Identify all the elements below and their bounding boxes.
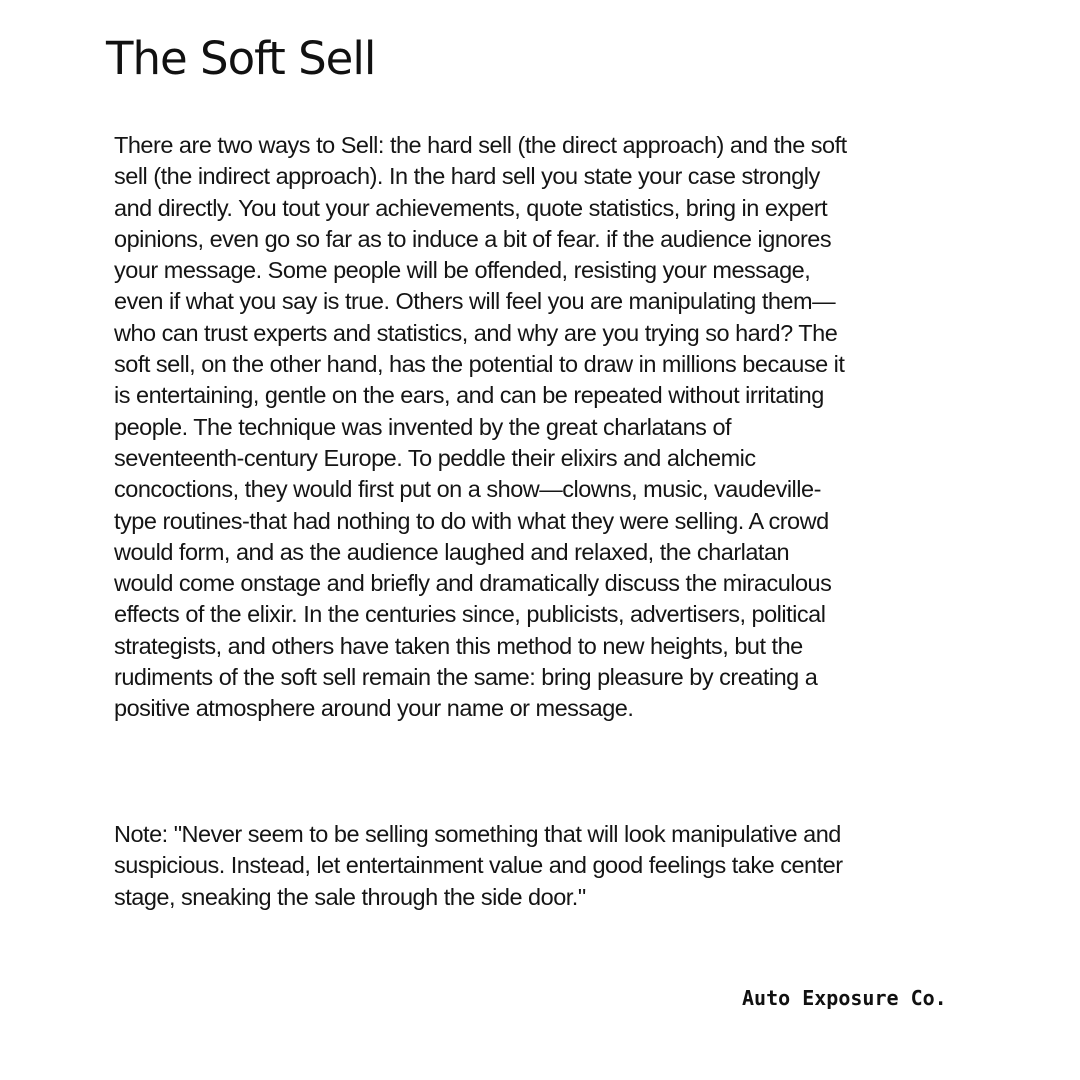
note-paragraph: Note: "Never seem to be selling something that will look manipulative and suspicious. Instead, let entertainment value and good feelings take center stage, sneaking the sale through the side door." bbox=[114, 821, 843, 910]
page-title: The Soft Sell bbox=[106, 32, 376, 85]
body-paragraph: There are two ways to Sell: the hard sell (the direct approach) and the soft sell (the indirect approach). In the hard sell you state your case strongly and directly. You tout your achievements, quote statistics, bring in expert opinions, even go so far as to induce a bit of fear. if the audience ignores your message. Some people will be offended, resisting your message, even if what you say is true. Others will feel you are manipulating them—who can trust experts and statistics, and why are you trying so hard? The soft sell, on the other hand, has the potential to draw in millions because it is entertaining, gentle on the ears, and can be repeated without irritating people. The technique was invented by the great charlatans of seventeenth-century Europe. To peddle their elixirs and alchemic concoctions, they would first put on a show—clowns, music, vaudeville-type routines-that had nothing to do with what they were selling. A crowd would form, and as the audience laughed and relaxed, the charlatan would come onstage and briefly and dramatically discuss the miraculous effects of the elixir. In the centuries since, publicists, advertisers, political strategists, and others have taken this method to new heights, but the rudiments of the soft sell remain the same: bring pleasure by creating a positive atmosphere around your name or message. bbox=[114, 132, 847, 722]
brand-name: Auto Exposure Co. bbox=[742, 986, 947, 1010]
